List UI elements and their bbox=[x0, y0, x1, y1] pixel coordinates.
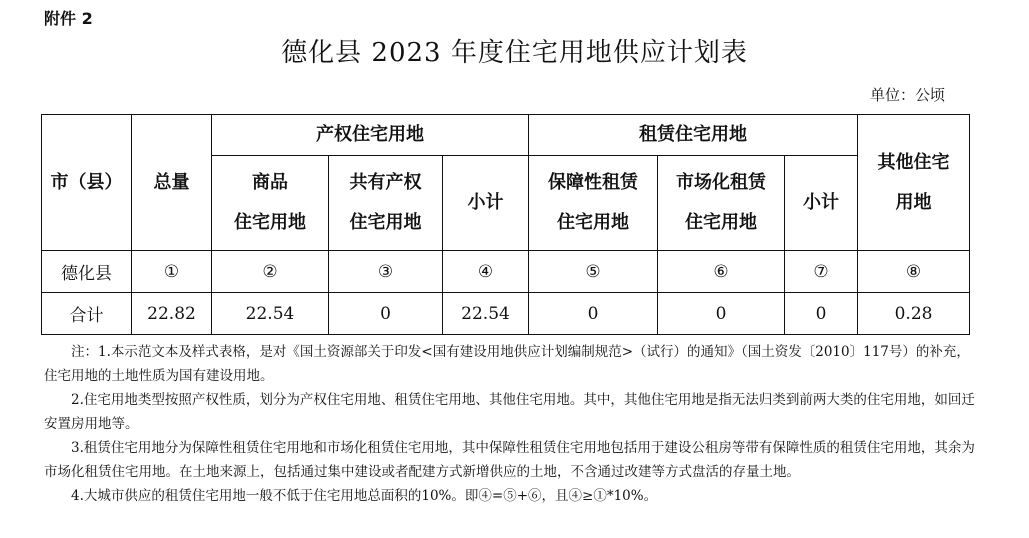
table-cell: ④ bbox=[443, 251, 529, 293]
table-cell: 22.54 bbox=[443, 293, 529, 335]
note-2: 2.住宅用地类型按照产权性质，划分为产权住宅用地、租赁住宅用地、其他住宅用地。其中，其他住宅用地是指无法归类到前两大类的住宅用地，如回迁安置房用地等。 bbox=[44, 392, 975, 432]
header-total: 总量 bbox=[132, 115, 212, 251]
header-market bbox=[658, 156, 785, 251]
table-cell: ② bbox=[212, 251, 329, 293]
attachment-label: 附件 2 bbox=[44, 9, 93, 28]
header-subtotal-property: 小计 bbox=[443, 156, 529, 251]
header-property-group: 产权住宅用地 bbox=[212, 115, 529, 156]
table-cell: 0 bbox=[658, 293, 785, 335]
table-cell: 0 bbox=[329, 293, 443, 335]
notes-section bbox=[44, 340, 976, 508]
header-shared-line2: 住宅用地 bbox=[349, 212, 422, 233]
table-cell: 合计 bbox=[42, 293, 132, 335]
page-title: 德化县 2023 年度住宅用地供应计划表 bbox=[281, 38, 748, 68]
header-commercial bbox=[212, 156, 329, 251]
header-other bbox=[858, 115, 970, 251]
note-3: 3.租赁住宅用地分为保障性租赁住宅用地和市场化租赁住宅用地，其中保障性租赁住宅用地包括用于建设公租房等带有保障性质的租赁住宅用地，其余为市场化租赁住宅用地。在土地来源上，包括通过集中建设或者配建方式新增供应的土地，不含通过改建等方式盘活的存量土地。 bbox=[44, 440, 975, 480]
table-cell: ⑤ bbox=[529, 251, 658, 293]
table-cell: ① bbox=[132, 251, 212, 293]
header-commercial-line2: 住宅用地 bbox=[234, 212, 306, 233]
table-cell: 0 bbox=[785, 293, 858, 335]
table-cell: ⑧ bbox=[858, 251, 970, 293]
table-cell: 0 bbox=[529, 293, 658, 335]
header-affordable-line2: 住宅用地 bbox=[557, 212, 630, 233]
supply-plan-table bbox=[41, 114, 970, 335]
table-cell: ⑦ bbox=[785, 251, 858, 293]
header-other-line2: 用地 bbox=[895, 191, 932, 213]
table-cell: 德化县 bbox=[42, 251, 132, 293]
table-cell: 22.82 bbox=[132, 293, 212, 335]
note-1: 注：1.本示范文本及样式表格，是对《国土资源部关于印发<国有建设用地供应计划编制规范>（试行）的通知》（国土资发〔2010〕117号）的补充，住宅用地的土地性质为国有建设用地。 bbox=[44, 344, 970, 384]
note-4: 4.大城市供应的租赁住宅用地一般不低于住宅用地总面积的10%。即④=⑤+⑥，且④≥①*10%。 bbox=[71, 488, 658, 504]
table-cell: ⑥ bbox=[658, 251, 785, 293]
header-affordable-line1: 保障性租赁 bbox=[548, 172, 639, 193]
header-shared bbox=[329, 156, 443, 251]
header-affordable bbox=[529, 156, 658, 251]
header-other-line1: 其他住宅 bbox=[877, 151, 950, 173]
table-cell: 22.54 bbox=[212, 293, 329, 335]
header-market-line1: 市场化租赁 bbox=[676, 172, 767, 193]
header-commercial-line1: 商品 bbox=[252, 172, 288, 193]
unit-label: 单位：公顷 bbox=[869, 86, 945, 104]
header-city: 市（县） bbox=[42, 115, 132, 251]
table-cell: ③ bbox=[329, 251, 443, 293]
header-market-line2: 住宅用地 bbox=[685, 212, 758, 233]
header-rental-group: 租赁住宅用地 bbox=[529, 115, 858, 156]
header-shared-line1: 共有产权 bbox=[349, 172, 422, 193]
table-cell: 0.28 bbox=[858, 293, 970, 335]
header-subtotal-rental: 小计 bbox=[785, 156, 858, 251]
